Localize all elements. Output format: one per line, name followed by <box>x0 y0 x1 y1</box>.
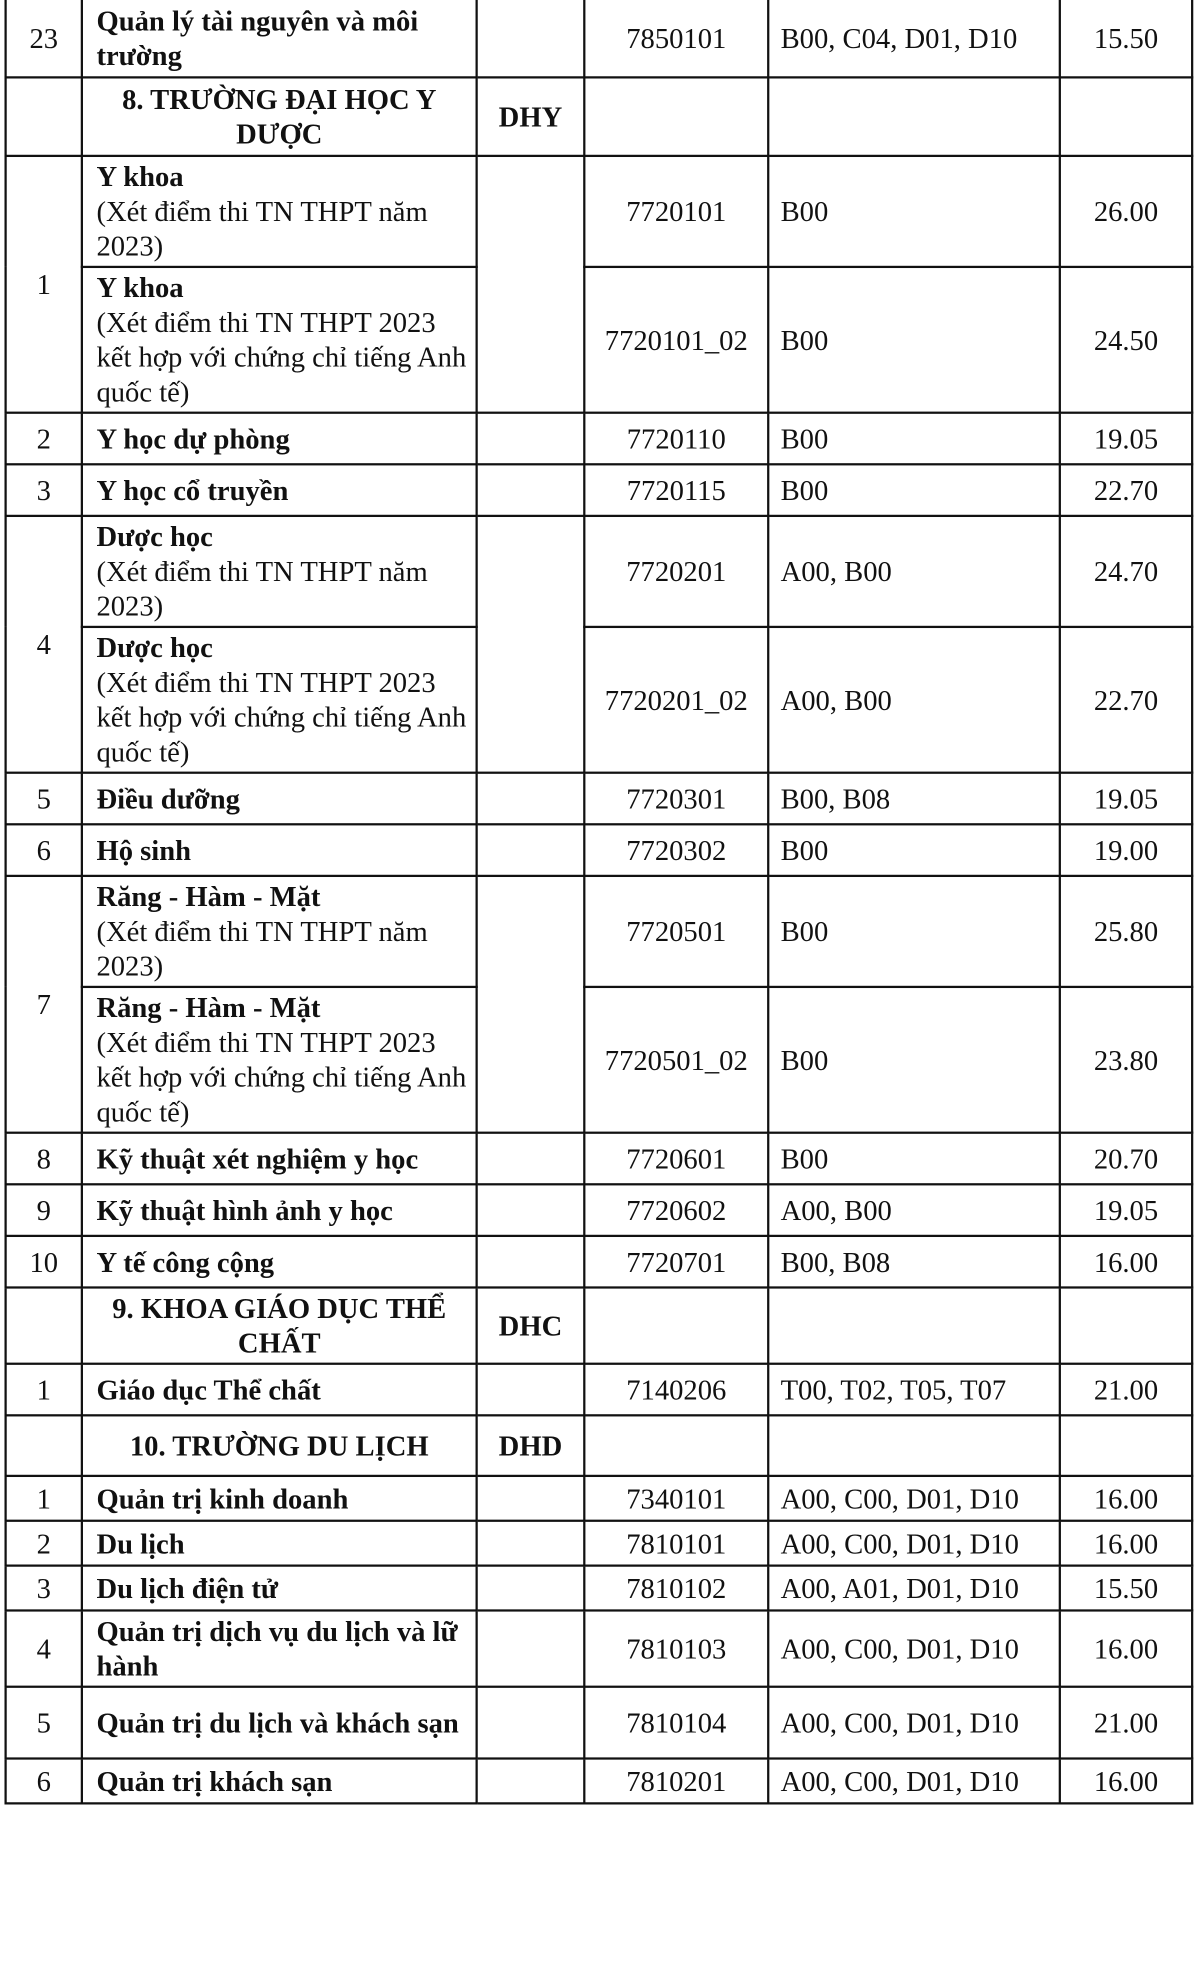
major-name: Răng - Hàm - Mặt <box>96 880 321 913</box>
major-name: Y khoa <box>96 271 184 304</box>
major-note: (Xét điểm thi TN THPT năm 2023) <box>96 195 428 263</box>
cutoff-score: 24.50 <box>1060 267 1192 413</box>
major-note: (Xét điểm thi TN THPT 2023 kết hợp với chứng chỉ tiếng Anh quốc tế) <box>96 666 467 769</box>
major-name: Quản lý tài nguyên và môi trường <box>82 0 477 77</box>
major-name: Du lịch điện tử <box>82 1566 477 1611</box>
major-code: 7720115 <box>584 464 768 516</box>
subject-combination: A00, C00, D01, D10 <box>768 1476 1060 1521</box>
major-name: Điều dưỡng <box>82 773 477 825</box>
table-row <box>6 0 1193 77</box>
cutoff-score: 15.50 <box>1060 1566 1192 1611</box>
major-name: Dược học <box>96 520 213 553</box>
row-number: 1 <box>6 1364 82 1416</box>
cutoff-score: 21.00 <box>1060 1364 1192 1416</box>
table-row <box>6 773 1193 825</box>
major-name: Y khoa <box>96 160 184 193</box>
section-row <box>6 1415 1193 1476</box>
table-row <box>6 156 1193 267</box>
row-number: 3 <box>6 1566 82 1611</box>
subject-combination: B00, B08 <box>768 773 1060 825</box>
subject-combination: B00 <box>768 876 1060 987</box>
major-code: 7720301 <box>584 773 768 825</box>
row-number: 5 <box>6 1687 82 1759</box>
cutoff-score: 16.00 <box>1060 1759 1192 1804</box>
major-note: (Xét điểm thi TN THPT năm 2023) <box>96 915 428 983</box>
major-code: 7720501 <box>584 876 768 987</box>
cutoff-score: 16.00 <box>1060 1521 1192 1566</box>
subject-combination <box>768 1415 1060 1476</box>
major-name: Kỹ thuật hình ảnh y học <box>82 1184 477 1236</box>
major-name: Y tế công cộng <box>82 1236 477 1288</box>
cutoff-score: 25.80 <box>1060 876 1192 987</box>
major-code: 7720201 <box>584 516 768 627</box>
school-code-cell <box>477 1566 585 1611</box>
subject-combination: T00, T02, T05, T07 <box>768 1364 1060 1416</box>
row-number <box>6 1415 82 1476</box>
major-code: 7720302 <box>584 824 768 876</box>
cutoff-score: 16.00 <box>1060 1610 1192 1686</box>
cutoff-score: 21.00 <box>1060 1687 1192 1759</box>
table-row <box>6 1521 1193 1566</box>
major-cell <box>82 627 477 773</box>
major-cell <box>82 516 477 627</box>
school-code-cell <box>477 1759 585 1804</box>
major-name: Y học dự phòng <box>82 413 477 465</box>
major-code <box>584 77 768 156</box>
row-number <box>6 1287 82 1363</box>
table-row <box>6 413 1193 465</box>
major-note: (Xét điểm thi TN THPT 2023 kết hợp với chứng chỉ tiếng Anh quốc tế) <box>96 1026 467 1129</box>
table-row <box>6 1133 1193 1185</box>
school-code-cell <box>477 1364 585 1416</box>
school-code: DHC <box>477 1287 585 1363</box>
major-cell <box>82 267 477 413</box>
major-cell <box>82 876 477 987</box>
major-code: 7810201 <box>584 1759 768 1804</box>
cutoff-score: 19.05 <box>1060 413 1192 465</box>
major-code: 7720501_02 <box>584 987 768 1133</box>
subject-combination: A00, C00, D01, D10 <box>768 1759 1060 1804</box>
cutoff-score: 26.00 <box>1060 156 1192 267</box>
school-code-cell <box>477 1687 585 1759</box>
subject-combination: B00 <box>768 987 1060 1133</box>
subject-combination: A00, C00, D01, D10 <box>768 1687 1060 1759</box>
school-code-cell <box>477 1521 585 1566</box>
table-row <box>6 824 1193 876</box>
subject-combination: A00, C00, D01, D10 <box>768 1521 1060 1566</box>
table-row <box>6 267 1193 413</box>
school-code-cell <box>477 413 585 465</box>
table-row <box>6 627 1193 773</box>
row-number: 9 <box>6 1184 82 1236</box>
school-code-cell <box>477 516 585 773</box>
table-row <box>6 1610 1193 1686</box>
school-code: DHY <box>477 77 585 156</box>
table-row <box>6 1236 1193 1288</box>
major-code: 7720201_02 <box>584 627 768 773</box>
subject-combination: A00, A01, D01, D10 <box>768 1566 1060 1611</box>
row-number: 3 <box>6 464 82 516</box>
cutoff-score: 16.00 <box>1060 1476 1192 1521</box>
major-name: Quản trị du lịch và khách sạn <box>82 1687 477 1759</box>
major-code: 7720101 <box>584 156 768 267</box>
major-cell <box>82 987 477 1133</box>
table-row <box>6 876 1193 987</box>
cutoff-score: 19.05 <box>1060 1184 1192 1236</box>
school-code-cell <box>477 1476 585 1521</box>
admission-score-table <box>4 0 1193 1804</box>
school-code-cell <box>477 1236 585 1288</box>
major-code <box>584 1415 768 1476</box>
row-number: 4 <box>6 1610 82 1686</box>
major-name: Du lịch <box>82 1521 477 1566</box>
major-code: 7810102 <box>584 1566 768 1611</box>
major-name: Hộ sinh <box>82 824 477 876</box>
major-code: 7810103 <box>584 1610 768 1686</box>
table-row <box>6 1759 1193 1804</box>
major-code: 7340101 <box>584 1476 768 1521</box>
cutoff-score <box>1060 1415 1192 1476</box>
row-number: 2 <box>6 413 82 465</box>
major-name: Y học cổ truyền <box>82 464 477 516</box>
row-number: 1 <box>6 1476 82 1521</box>
school-code-cell <box>477 0 585 77</box>
subject-combination: A00, C00, D01, D10 <box>768 1610 1060 1686</box>
subject-combination: B00 <box>768 1133 1060 1185</box>
row-number: 6 <box>6 824 82 876</box>
section-title: 9. KHOA GIÁO DỤC THỂ CHẤT <box>82 1287 477 1363</box>
subject-combination: B00 <box>768 464 1060 516</box>
school-code-cell <box>477 464 585 516</box>
major-code: 7720701 <box>584 1236 768 1288</box>
major-code: 7720110 <box>584 413 768 465</box>
table-row <box>6 516 1193 627</box>
subject-combination: B00 <box>768 267 1060 413</box>
subject-combination <box>768 1287 1060 1363</box>
school-code-cell <box>477 773 585 825</box>
cutoff-score: 19.05 <box>1060 773 1192 825</box>
subject-combination <box>768 77 1060 156</box>
table-row <box>6 1476 1193 1521</box>
table-row <box>6 464 1193 516</box>
cutoff-score: 22.70 <box>1060 464 1192 516</box>
row-number: 6 <box>6 1759 82 1804</box>
cutoff-score <box>1060 77 1192 156</box>
major-code: 7850101 <box>584 0 768 77</box>
major-name: Quản trị khách sạn <box>82 1759 477 1804</box>
school-code-cell <box>477 824 585 876</box>
subject-combination: B00, B08 <box>768 1236 1060 1288</box>
row-number: 4 <box>6 516 82 773</box>
row-number: 8 <box>6 1133 82 1185</box>
table-row <box>6 1687 1193 1759</box>
table-row <box>6 987 1193 1133</box>
table-row <box>6 1566 1193 1611</box>
cutoff-score: 22.70 <box>1060 627 1192 773</box>
section-row <box>6 1287 1193 1363</box>
major-code: 7810104 <box>584 1687 768 1759</box>
major-name: Giáo dục Thể chất <box>82 1364 477 1416</box>
subject-combination: A00, B00 <box>768 1184 1060 1236</box>
cutoff-score: 20.70 <box>1060 1133 1192 1185</box>
major-name: Quản trị kinh doanh <box>82 1476 477 1521</box>
section-row <box>6 77 1193 156</box>
subject-combination: B00 <box>768 413 1060 465</box>
major-name: Răng - Hàm - Mặt <box>96 991 321 1024</box>
major-code: 7140206 <box>584 1364 768 1416</box>
subject-combination: A00, B00 <box>768 627 1060 773</box>
row-number: 2 <box>6 1521 82 1566</box>
row-number <box>6 77 82 156</box>
major-code: 7810101 <box>584 1521 768 1566</box>
major-code <box>584 1287 768 1363</box>
row-number: 5 <box>6 773 82 825</box>
major-name: Kỹ thuật xét nghiệm y học <box>82 1133 477 1185</box>
subject-combination: B00 <box>768 824 1060 876</box>
school-code-cell <box>477 1184 585 1236</box>
cutoff-score <box>1060 1287 1192 1363</box>
major-cell <box>82 156 477 267</box>
row-number: 1 <box>6 156 82 413</box>
section-title: 8. TRƯỜNG ĐẠI HỌC Y DƯỢC <box>82 77 477 156</box>
subject-combination: B00, C04, D01, D10 <box>768 0 1060 77</box>
subject-combination: A00, B00 <box>768 516 1060 627</box>
major-name: Quản trị dịch vụ du lịch và lữ hành <box>82 1610 477 1686</box>
school-code-cell <box>477 1610 585 1686</box>
cutoff-score: 16.00 <box>1060 1236 1192 1288</box>
major-code: 7720101_02 <box>584 267 768 413</box>
table-row <box>6 1184 1193 1236</box>
major-code: 7720602 <box>584 1184 768 1236</box>
major-code: 7720601 <box>584 1133 768 1185</box>
cutoff-score: 24.70 <box>1060 516 1192 627</box>
row-number: 23 <box>6 0 82 77</box>
school-code-cell <box>477 1133 585 1185</box>
major-name: Dược học <box>96 631 213 664</box>
school-code-cell <box>477 156 585 413</box>
school-code: DHD <box>477 1415 585 1476</box>
major-note: (Xét điểm thi TN THPT 2023 kết hợp với chứng chỉ tiếng Anh quốc tế) <box>96 306 467 409</box>
section-title: 10. TRƯỜNG DU LỊCH <box>82 1415 477 1476</box>
major-note: (Xét điểm thi TN THPT năm 2023) <box>96 555 428 623</box>
table-row <box>6 1364 1193 1416</box>
row-number: 7 <box>6 876 82 1133</box>
cutoff-score: 19.00 <box>1060 824 1192 876</box>
cutoff-score: 15.50 <box>1060 0 1192 77</box>
school-code-cell <box>477 876 585 1133</box>
row-number: 10 <box>6 1236 82 1288</box>
cutoff-score: 23.80 <box>1060 987 1192 1133</box>
subject-combination: B00 <box>768 156 1060 267</box>
